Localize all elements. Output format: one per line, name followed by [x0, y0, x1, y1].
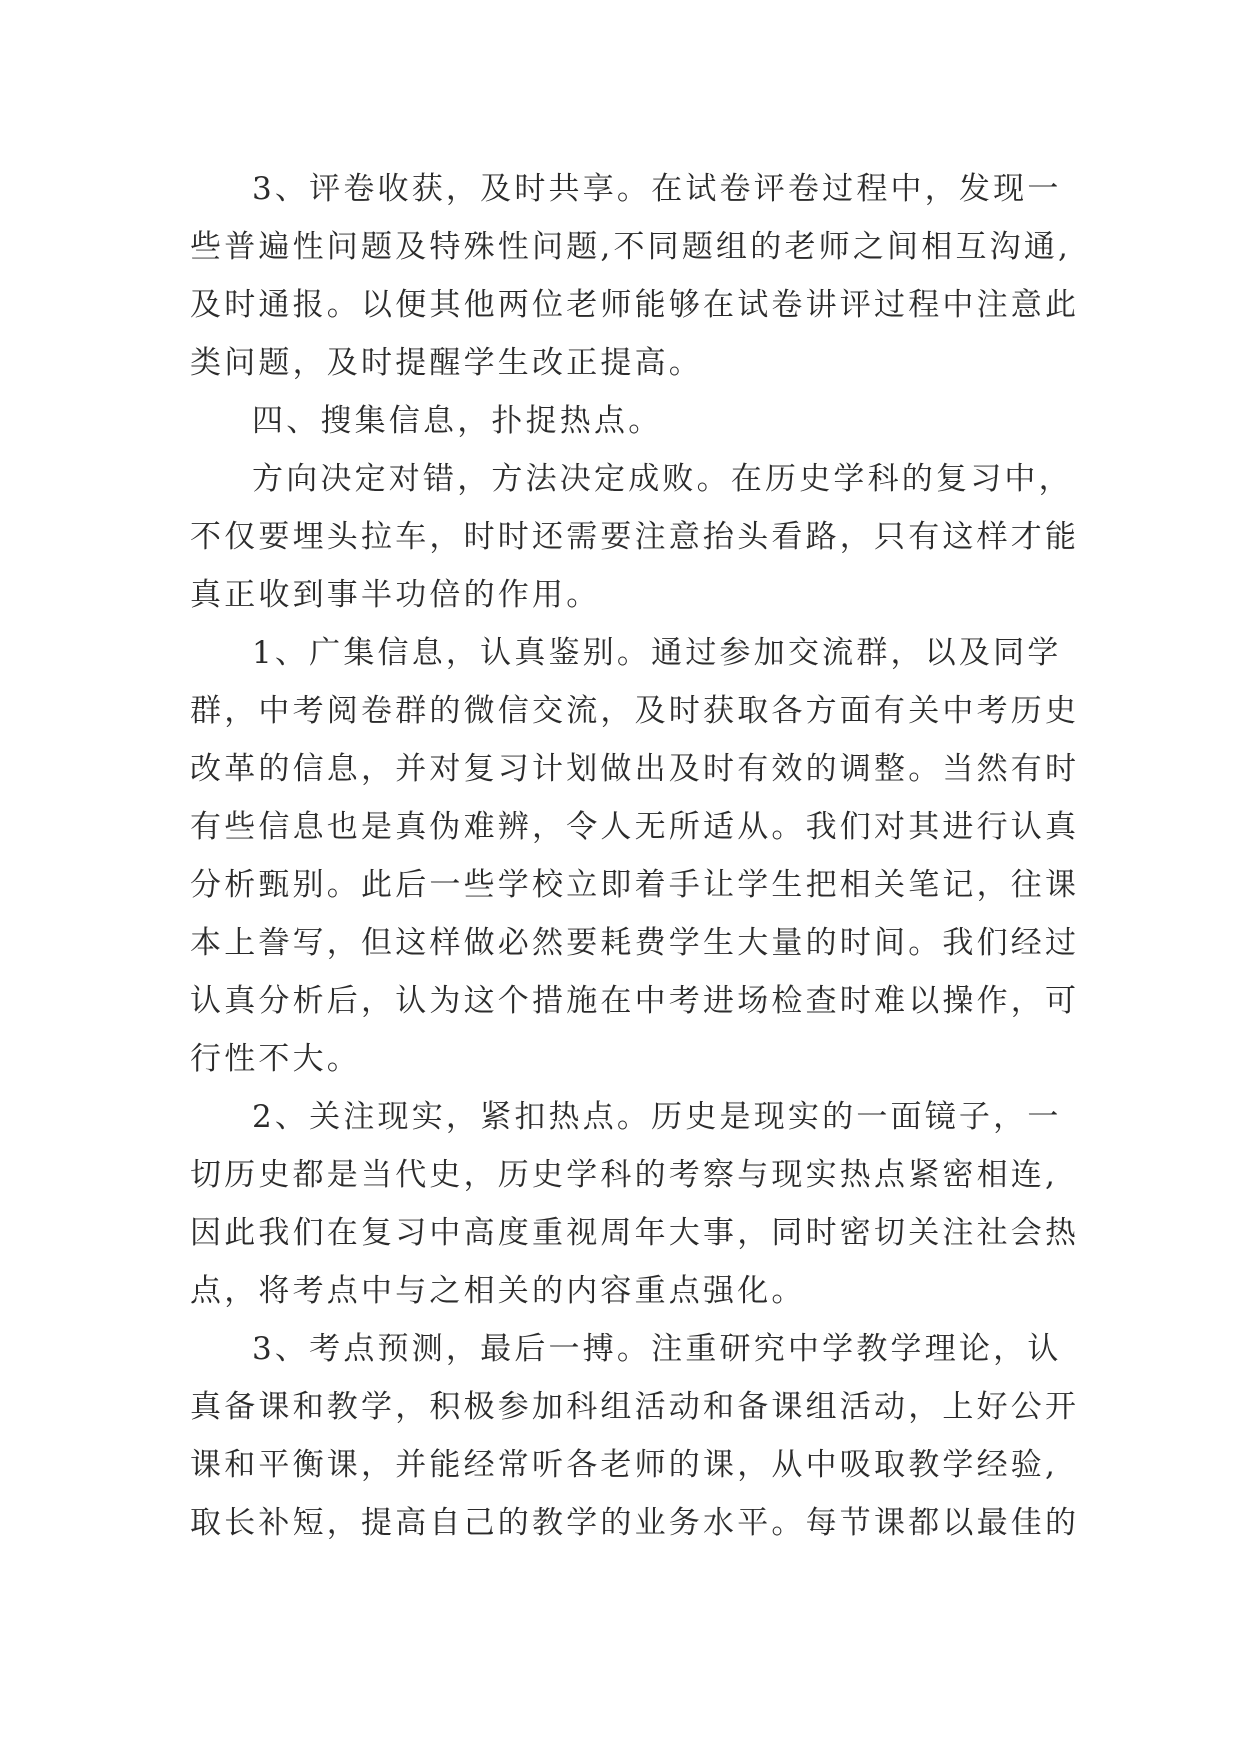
text-line: 本上誊写，但这样做必然要耗费学生大量的时间。我们经过 [190, 925, 1080, 961]
document-body [190, 160, 1080, 1552]
text-line: 真正收到事半功倍的作用。 [190, 577, 601, 613]
text-line: 群，中考阅卷群的微信交流，及时获取各方面有关中考历史 [190, 693, 1080, 729]
text-line: 类问题，及时提醒学生改正提高。 [190, 345, 703, 381]
section-heading: 四、搜集信息，扑捉热点。 [252, 403, 663, 439]
text-line: 课和平衡课，并能经常听各老师的课，从中吸取教学经验, [190, 1447, 1059, 1483]
text-line: 因此我们在复习中高度重视周年大事，同时密切关注社会热 [190, 1215, 1080, 1251]
text-line: 方向决定对错，方法决定成败。在历史学科的复习中， [252, 461, 1073, 497]
text-line: 认真分析后，认为这个措施在中考进场检查时难以操作，可 [190, 983, 1080, 1019]
text-line: 不仅要埋头拉车，时时还需要注意抬头看路，只有这样才能 [190, 519, 1080, 555]
text-line: 切历史都是当代史，历史学科的考察与现实热点紧密相连, [190, 1157, 1059, 1193]
text-line: 些普遍性问题及特殊性问题,不同题组的老师之间相互沟通, [190, 229, 1072, 265]
text-line: 真备课和教学，积极参加科组活动和备课组活动，上好公开 [190, 1389, 1080, 1425]
text-line: 行性不大。 [190, 1041, 361, 1077]
text-line: 及时通报。以便其他两位老师能够在试卷讲评过程中注意此 [190, 287, 1080, 323]
text-line: 改革的信息，并对复习计划做出及时有效的调整。当然有时 [190, 751, 1080, 787]
text-line: 取长补短，提高自己的教学的业务水平。每节课都以最佳的 [190, 1505, 1080, 1541]
text-line: 2、关注现实，紧扣热点。历史是现实的一面镜子，一 [252, 1099, 1062, 1135]
text-line: 点，将考点中与之相关的内容重点强化。 [190, 1273, 806, 1309]
text-line: 有些信息也是真伪难辨，令人无所适从。我们对其进行认真 [190, 809, 1080, 845]
text-line: 3、考点预测，最后一搏。注重研究中学教学理论，认 [252, 1331, 1062, 1367]
text-line: 1、广集信息，认真鉴别。通过参加交流群，以及同学 [252, 635, 1062, 671]
text-line: 3、评卷收获，及时共享。在试卷评卷过程中，发现一 [252, 171, 1062, 207]
text-line: 分析甄别。此后一些学校立即着手让学生把相关笔记，往课 [190, 867, 1080, 903]
